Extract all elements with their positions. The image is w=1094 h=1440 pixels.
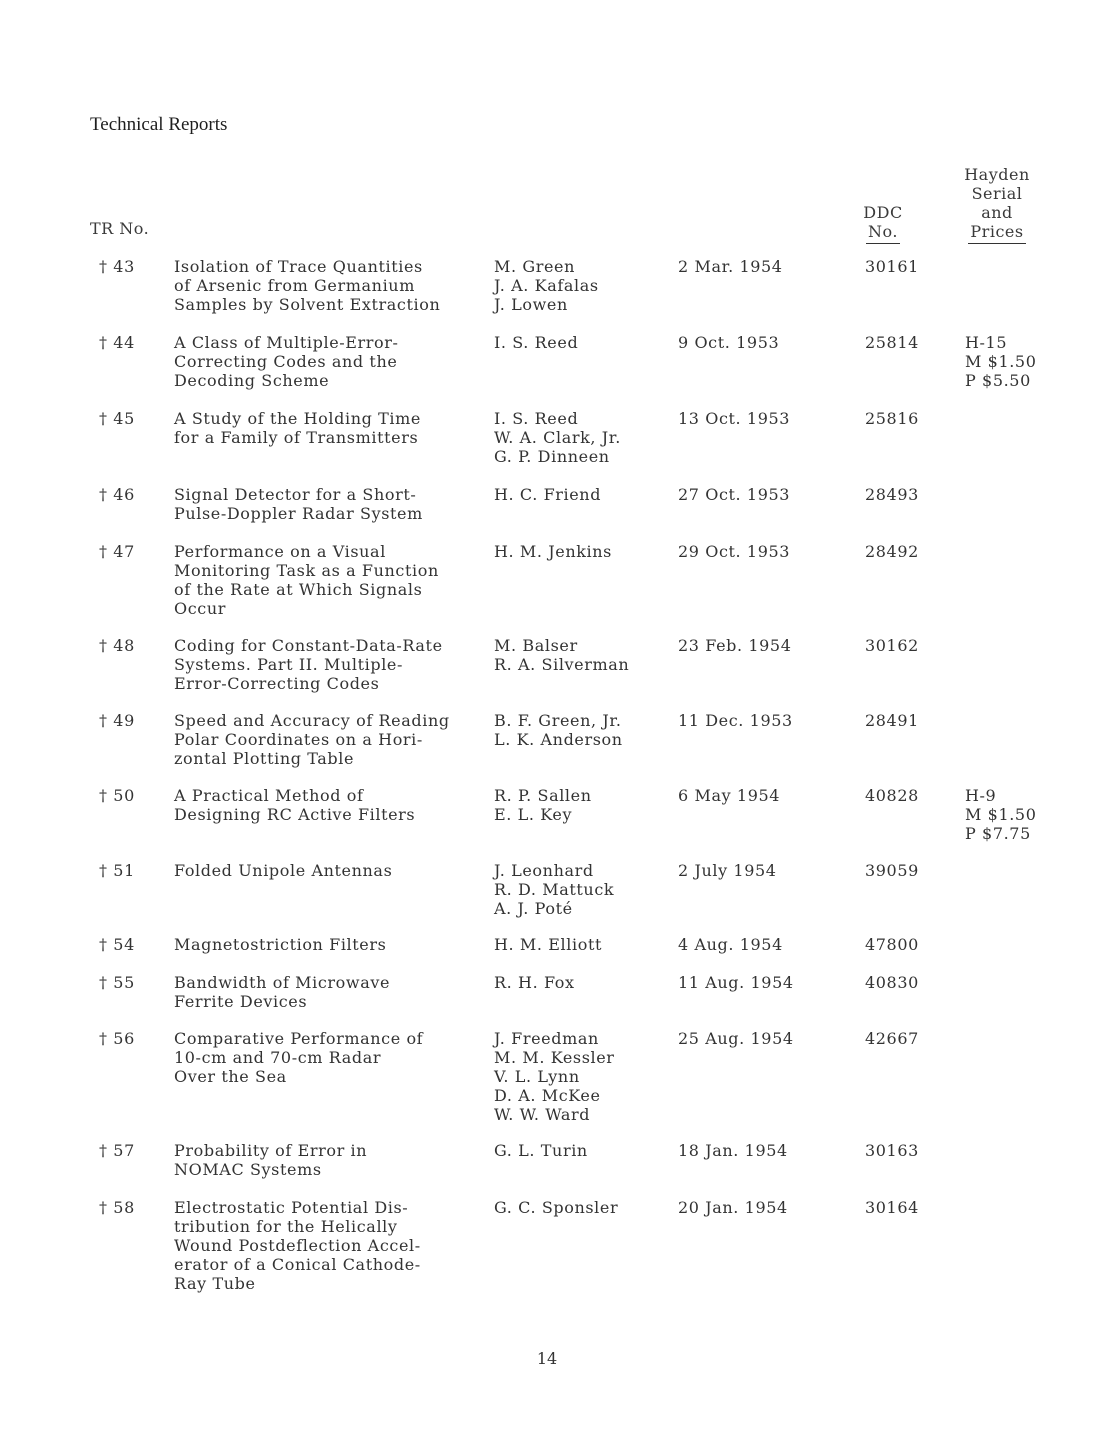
hayden-serial-prices-line: H-9 <box>965 786 997 805</box>
ddc-number: 30162 <box>865 636 919 655</box>
report-number: † 54 <box>99 935 135 954</box>
report-authors <box>494 711 664 749</box>
ddc-number: 25816 <box>865 409 919 428</box>
report-title-line: Bandwidth of Microwave <box>174 973 391 992</box>
column-header-hayden-line: and <box>981 203 1013 222</box>
report-title <box>174 935 474 954</box>
ddc-number: 40830 <box>865 973 919 992</box>
report-authors-line: H. M. Elliott <box>494 935 603 954</box>
column-header-tr-no: TR No. <box>90 219 150 238</box>
report-date: 13 Oct. 1953 <box>678 409 791 428</box>
report-authors-line: R. A. Silverman <box>494 655 630 674</box>
report-title-line: Decoding Scheme <box>174 371 330 390</box>
report-authors-line: G. L. Turin <box>494 1141 588 1160</box>
report-authors <box>494 973 664 992</box>
report-date: 11 Aug. 1954 <box>678 973 794 992</box>
report-number: † 56 <box>99 1029 135 1048</box>
report-title-line: Performance on a Visual <box>174 542 386 561</box>
ddc-number: 30163 <box>865 1141 919 1160</box>
report-title-line: A Class of Multiple-Error- <box>174 333 399 352</box>
report-title-line: of the Rate at Which Signals <box>174 580 423 599</box>
report-authors-line: J. Leonhard <box>494 861 594 880</box>
report-title-line: for a Family of Transmitters <box>174 428 419 447</box>
page-heading: Technical Reports <box>90 114 228 135</box>
column-header-hayden-line: Serial <box>971 184 1023 203</box>
report-authors-line: M. Balser <box>494 636 578 655</box>
hayden-serial-prices-line: H-15 <box>965 333 1008 352</box>
report-title-line: erator of a Conical Cathode- <box>174 1255 421 1274</box>
ddc-number: 39059 <box>865 861 919 880</box>
hayden-serial-prices <box>965 786 1036 843</box>
report-title <box>174 542 474 618</box>
report-title-line: A Practical Method of <box>174 786 364 805</box>
ddc-number: 28492 <box>865 542 919 561</box>
report-authors <box>494 333 664 352</box>
report-date: 2 July 1954 <box>678 861 777 880</box>
report-title-line: Electrostatic Potential Dis- <box>174 1198 409 1217</box>
report-authors-line: H. M. Jenkins <box>494 542 612 561</box>
report-title-line: 10-cm and 70-cm Radar <box>174 1048 382 1067</box>
report-authors-line: J. Lowen <box>494 295 568 314</box>
ddc-number: 40828 <box>865 786 919 805</box>
column-header-ddc-no <box>858 203 908 244</box>
report-title <box>174 257 474 314</box>
report-title-line: Folded Unipole Antennas <box>174 861 393 880</box>
report-date: 6 May 1954 <box>678 786 781 805</box>
report-authors-line: R. H. Fox <box>494 973 575 992</box>
report-title-line: tribution for the Helically <box>174 1217 398 1236</box>
report-title <box>174 861 474 880</box>
report-title-line: Signal Detector for a Short- <box>174 485 417 504</box>
ddc-number: 28491 <box>865 711 919 730</box>
report-title-line: Wound Postdeflection Accel- <box>174 1236 421 1255</box>
column-header-hayden-line: Prices <box>968 222 1025 244</box>
report-authors <box>494 935 664 954</box>
report-title-line: Magnetostriction Filters <box>174 935 387 954</box>
report-title-line: Over the Sea <box>174 1067 287 1086</box>
ddc-number: 47800 <box>865 935 919 954</box>
report-authors-line: J. A. Kafalas <box>494 276 599 295</box>
report-title <box>174 333 474 390</box>
report-title-line: NOMAC Systems <box>174 1160 322 1179</box>
report-title <box>174 786 474 824</box>
report-title-line: Samples by Solvent Extraction <box>174 295 441 314</box>
report-title-line: Error-Correcting Codes <box>174 674 380 693</box>
report-number: † 58 <box>99 1198 135 1217</box>
report-title-line: Systems. Part II. Multiple- <box>174 655 404 674</box>
report-title <box>174 711 474 768</box>
report-authors-line: B. F. Green, Jr. <box>494 711 622 730</box>
report-title <box>174 1198 474 1293</box>
report-authors-line: G. C. Sponsler <box>494 1198 619 1217</box>
ddc-number: 30161 <box>865 257 919 276</box>
report-title <box>174 1141 474 1179</box>
report-title-line: of Arsenic from Germanium <box>174 276 415 295</box>
report-title-line: Correcting Codes and the <box>174 352 398 371</box>
report-authors-line: M. Green <box>494 257 576 276</box>
report-authors <box>494 485 664 504</box>
report-date: 9 Oct. 1953 <box>678 333 780 352</box>
page-number: 14 <box>536 1349 558 1368</box>
report-authors <box>494 1198 664 1217</box>
report-authors <box>494 636 664 674</box>
report-number: † 45 <box>99 409 135 428</box>
report-authors <box>494 257 664 314</box>
ddc-number: 42667 <box>865 1029 919 1048</box>
report-authors-line: E. L. Key <box>494 805 573 824</box>
report-title-line: Comparative Performance of <box>174 1029 424 1048</box>
report-title-line: Speed and Accuracy of Reading <box>174 711 450 730</box>
report-authors-line: I. S. Reed <box>494 333 579 352</box>
report-title <box>174 973 474 1011</box>
report-title-line: Ferrite Devices <box>174 992 308 1011</box>
hayden-serial-prices-line: P $5.50 <box>965 371 1031 390</box>
report-title <box>174 1029 474 1086</box>
report-authors <box>494 786 664 824</box>
report-number: † 46 <box>99 485 135 504</box>
report-title <box>174 409 474 447</box>
report-title-line: Coding for Constant-Data-Rate <box>174 636 443 655</box>
report-date: 29 Oct. 1953 <box>678 542 791 561</box>
report-title-line: Isolation of Trace Quantities <box>174 257 423 276</box>
report-title <box>174 636 474 693</box>
hayden-serial-prices-line: M $1.50 <box>965 352 1037 371</box>
report-number: † 55 <box>99 973 135 992</box>
report-date: 2 Mar. 1954 <box>678 257 783 276</box>
report-authors <box>494 409 664 466</box>
report-number: † 48 <box>99 636 135 655</box>
report-number: † 50 <box>99 786 135 805</box>
report-authors-line: R. D. Mattuck <box>494 880 615 899</box>
report-number: † 43 <box>99 257 135 276</box>
column-header-hayden <box>956 165 1038 244</box>
report-date: 25 Aug. 1954 <box>678 1029 794 1048</box>
report-title-line: Pulse-Doppler Radar System <box>174 504 423 523</box>
report-authors-line: I. S. Reed <box>494 409 579 428</box>
report-authors <box>494 1141 664 1160</box>
report-number: † 47 <box>99 542 135 561</box>
report-authors-line: G. P. Dinneen <box>494 447 610 466</box>
report-title-line: Ray Tube <box>174 1274 256 1293</box>
report-title <box>174 485 474 523</box>
report-title-line: Occur <box>174 599 226 618</box>
hayden-serial-prices-line: P $7.75 <box>965 824 1031 843</box>
report-authors <box>494 861 664 918</box>
ddc-number: 28493 <box>865 485 919 504</box>
report-authors <box>494 1029 664 1124</box>
report-number: † 44 <box>99 333 135 352</box>
hayden-serial-prices-line: M $1.50 <box>965 805 1037 824</box>
report-authors <box>494 542 664 561</box>
column-header-hayden-line: Hayden <box>964 165 1030 184</box>
report-authors-line: R. P. Sallen <box>494 786 592 805</box>
report-authors-line: D. A. McKee <box>494 1086 601 1105</box>
report-date: 27 Oct. 1953 <box>678 485 791 504</box>
report-date: 20 Jan. 1954 <box>678 1198 788 1217</box>
report-date: 18 Jan. 1954 <box>678 1141 788 1160</box>
report-date: 4 Aug. 1954 <box>678 935 783 954</box>
report-authors-line: W. W. Ward <box>494 1105 591 1124</box>
column-header-ddc-line: No. <box>866 222 900 244</box>
column-header-ddc-line: DDC <box>863 203 903 222</box>
report-authors-line: V. L. Lynn <box>494 1067 580 1086</box>
report-title-line: Designing RC Active Filters <box>174 805 416 824</box>
report-number: † 57 <box>99 1141 135 1160</box>
ddc-number: 30164 <box>865 1198 919 1217</box>
report-title-line: Monitoring Task as a Function <box>174 561 439 580</box>
report-authors-line: J. Freedman <box>494 1029 599 1048</box>
report-title-line: zontal Plotting Table <box>174 749 355 768</box>
report-authors-line: M. M. Kessler <box>494 1048 615 1067</box>
report-date: 23 Feb. 1954 <box>678 636 792 655</box>
report-number: † 49 <box>99 711 135 730</box>
report-authors-line: W. A. Clark, Jr. <box>494 428 621 447</box>
report-authors-line: L. K. Anderson <box>494 730 623 749</box>
report-title-line: Polar Coordinates on a Hori- <box>174 730 423 749</box>
report-authors-line: A. J. Poté <box>494 899 573 918</box>
report-number: † 51 <box>99 861 135 880</box>
ddc-number: 25814 <box>865 333 919 352</box>
report-date: 11 Dec. 1953 <box>678 711 793 730</box>
hayden-serial-prices <box>965 333 1036 390</box>
report-title-line: Probability of Error in <box>174 1141 368 1160</box>
report-authors-line: H. C. Friend <box>494 485 602 504</box>
report-title-line: A Study of the Holding Time <box>174 409 421 428</box>
